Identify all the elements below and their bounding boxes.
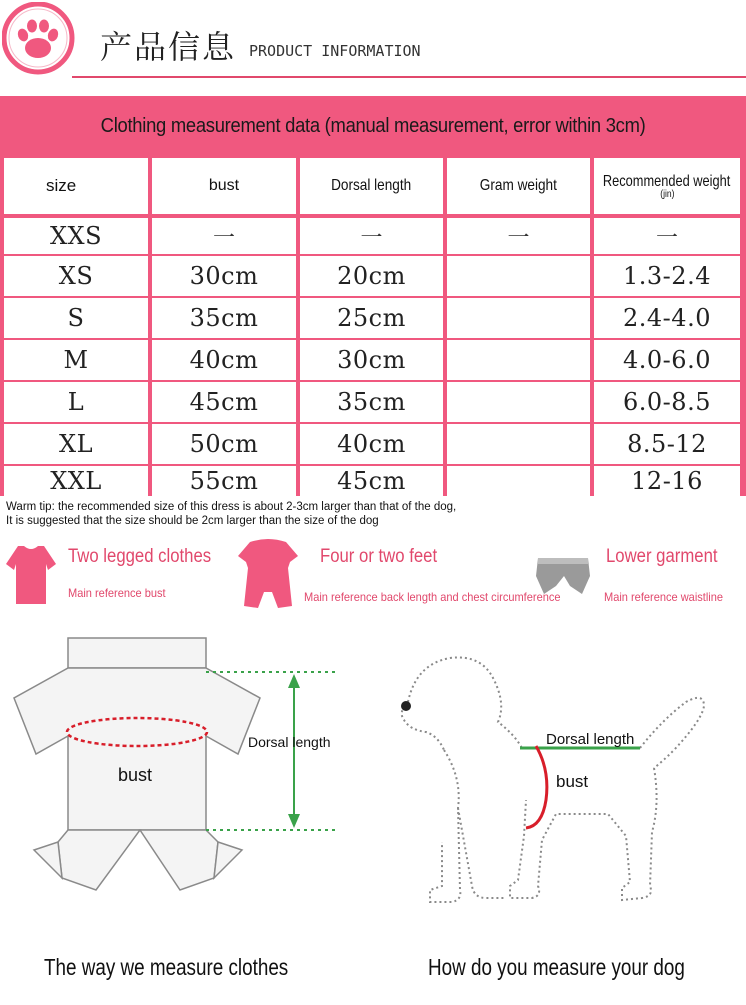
warm-tip-line-1: Warm tip: the recommended size of this dress is about 2-3cm larger than that of the dog, (6, 501, 457, 513)
table-cell-size-text: S (67, 304, 85, 332)
table-cell-weight (594, 382, 740, 422)
table-cell-bust-text: 35cm (189, 304, 259, 332)
table-cell-dorsal (300, 218, 443, 254)
paw-print-icon (2, 2, 80, 80)
caption-measure-clothes: The way we measure clothes (44, 954, 289, 980)
table-cell-weight-text: 8.5-12 (627, 430, 707, 458)
clothes-dorsal-label: Dorsal length (248, 734, 331, 750)
table-cell-bust (152, 466, 296, 496)
table-cell-gram (447, 218, 590, 254)
header-gram-weight: Gram weight (447, 158, 590, 214)
page-title-en: PRODUCT INFORMATION (249, 42, 421, 60)
table-cell-size (4, 424, 148, 464)
ref-title-lower-garment: Lower garment (606, 546, 718, 567)
table-cell-gram (447, 298, 590, 338)
size-table (0, 156, 746, 496)
header-bust: bust (152, 158, 296, 214)
table-cell-size (4, 218, 148, 254)
table-cell-bust-text: 50cm (189, 430, 259, 458)
table-cell-bust-text: 一 (212, 225, 235, 251)
ref-sub-lower-garment: Main reference waistline (604, 590, 724, 604)
table-cell-dorsal-text: 45cm (337, 467, 406, 495)
table-cell-size (4, 256, 148, 296)
table-cell-weight (594, 218, 740, 254)
ref-sub-two-legged: Main reference bust (68, 586, 166, 600)
table-caption-text: Clothing measurement data (manual measurement, error within 3cm) (100, 114, 646, 137)
table-cell-weight (594, 424, 740, 464)
table-cell-gram-text: 一 (507, 225, 530, 251)
table-cell-bust-text: 55cm (189, 467, 259, 495)
clothes-measurement-diagram (0, 628, 360, 938)
table-cell-gram (447, 424, 590, 464)
ref-title-four-feet: Four or two feet (320, 546, 438, 567)
table-cell-bust-text: 40cm (189, 346, 259, 374)
four-legged-suit-icon (236, 538, 300, 612)
table-cell-bust (152, 256, 296, 296)
ref-title-two-legged: Two legged clothes (68, 546, 212, 567)
table-cell-dorsal (300, 340, 443, 380)
table-cell-dorsal (300, 298, 443, 338)
table-cell-bust (152, 382, 296, 422)
table-cell-size (4, 466, 148, 496)
table-cell-dorsal-text: 一 (360, 225, 383, 251)
header-divider (72, 76, 746, 78)
dog-bust-label: bust (556, 772, 589, 791)
table-cell-bust (152, 218, 296, 254)
page-header (0, 0, 746, 90)
lower-garment-icon (534, 556, 592, 596)
ref-sub-four-feet: Main reference back length and chest circumference (304, 590, 561, 604)
table-cell-bust (152, 298, 296, 338)
table-cell-weight-text: 12-16 (631, 467, 703, 495)
warm-tip-line-2: It is suggested that the size should be 2cm larger than the size of the dog (6, 515, 379, 527)
table-cell-gram (447, 340, 590, 380)
table-cell-dorsal (300, 424, 443, 464)
page-title-cn: 产品信息 (100, 28, 237, 66)
table-cell-bust-text: 30cm (189, 262, 259, 290)
dog-dorsal-label: Dorsal length (546, 731, 635, 748)
table-cell-dorsal-text: 25cm (337, 304, 406, 332)
table-cell-dorsal-text: 30cm (337, 346, 406, 374)
table-cell-size-text: L (67, 388, 85, 416)
table-cell-dorsal (300, 466, 443, 496)
header-size: size (4, 158, 148, 214)
table-cell-size-text: XXS (49, 222, 103, 250)
table-cell-weight-text: 6.0-8.5 (623, 388, 711, 416)
table-cell-weight (594, 256, 740, 296)
table-cell-size-text: XL (58, 430, 94, 458)
table-cell-gram (447, 382, 590, 422)
table-caption (0, 96, 746, 156)
table-cell-gram (447, 256, 590, 296)
table-cell-dorsal-text: 20cm (337, 262, 406, 290)
table-cell-dorsal (300, 382, 443, 422)
table-cell-dorsal (300, 256, 443, 296)
table-cell-weight (594, 466, 740, 496)
table-cell-weight (594, 340, 740, 380)
caption-measure-dog: How do you measure your dog (428, 954, 685, 980)
table-cell-size (4, 340, 148, 380)
header-recommended-weight: Recommended weight (jin) (594, 158, 740, 214)
table-cell-size-text: XXL (50, 467, 102, 495)
table-cell-weight-text: 1.3-2.4 (623, 262, 711, 290)
table-cell-weight-text: 2.4-4.0 (623, 304, 711, 332)
table-cell-size-text: M (63, 346, 89, 374)
header-dorsal-length: Dorsal length (300, 158, 443, 214)
table-cell-dorsal-text: 40cm (337, 430, 406, 458)
two-legged-shirt-icon (4, 542, 58, 606)
table-cell-dorsal-text: 35cm (337, 388, 406, 416)
table-cell-bust (152, 424, 296, 464)
table-cell-size (4, 382, 148, 422)
table-cell-size (4, 298, 148, 338)
table-cell-gram (447, 466, 590, 496)
clothes-bust-label: bust (118, 765, 153, 785)
table-cell-bust (152, 340, 296, 380)
table-cell-weight-text: 一 (655, 225, 678, 251)
table-cell-weight (594, 298, 740, 338)
table-cell-size-text: XS (58, 262, 94, 290)
table-cell-weight-text: 4.0-6.0 (623, 346, 711, 374)
table-cell-bust-text: 45cm (189, 388, 259, 416)
